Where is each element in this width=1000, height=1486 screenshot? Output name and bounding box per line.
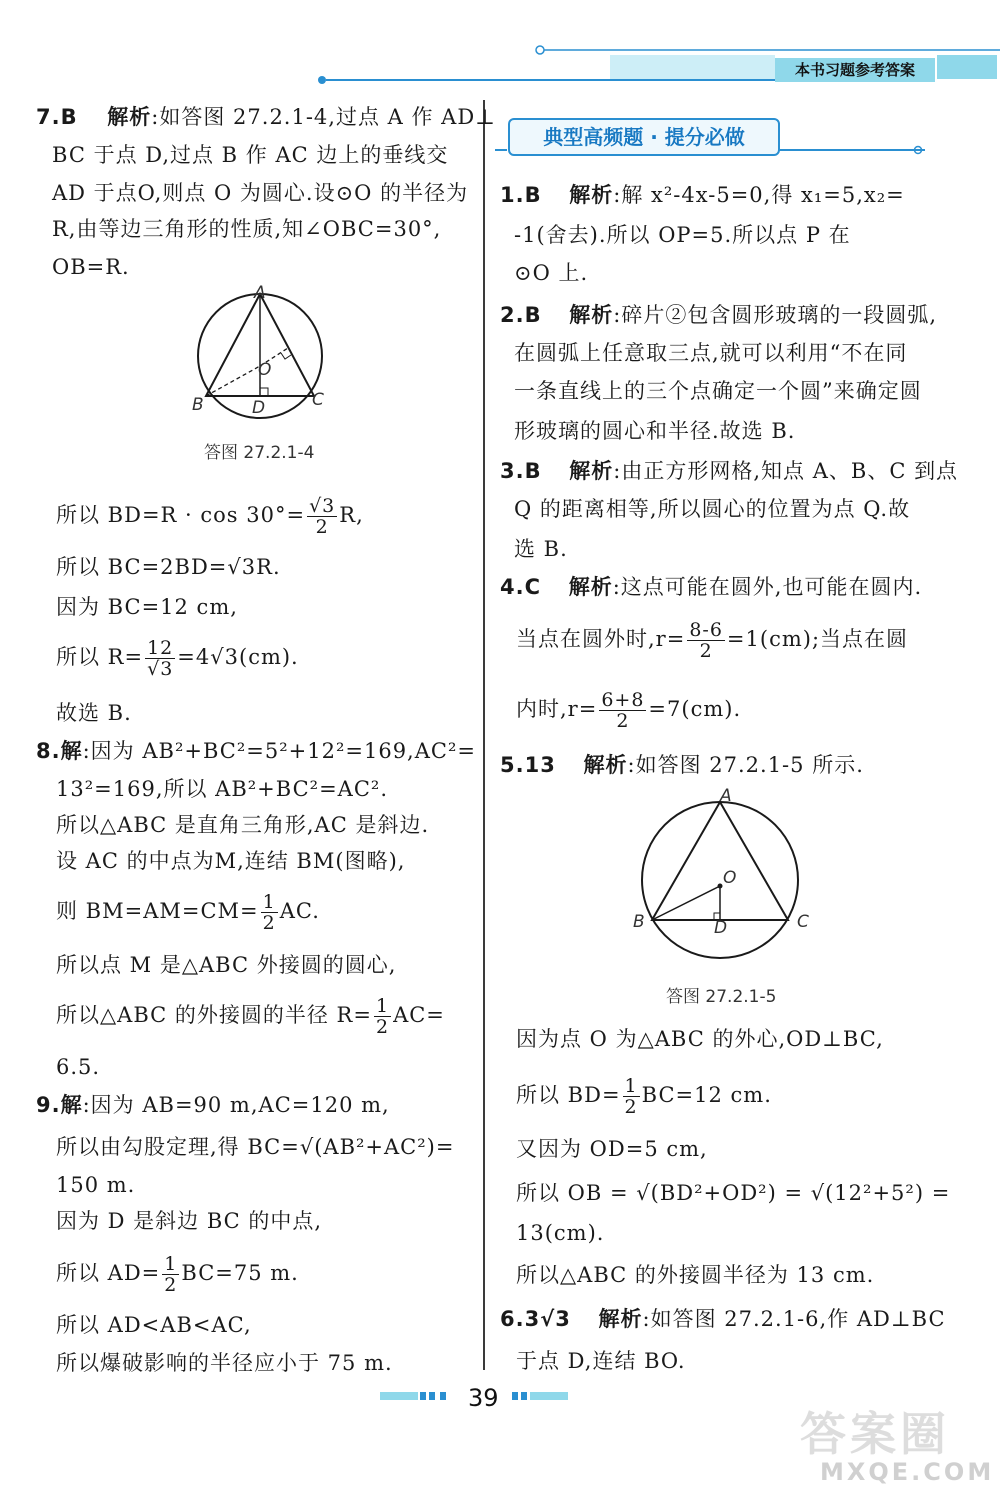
r1-line3: ⊙O 上. <box>514 261 589 285</box>
r3-line3: 选 B. <box>514 537 568 561</box>
right-angle-mark-ac <box>281 353 291 359</box>
q7-head: 7.B <box>36 105 78 129</box>
q7-s2: 所以 BC=2BD=√3R. <box>56 555 281 579</box>
r6-head: 6.3√3 <box>500 1307 571 1331</box>
r4-l2-num: 8-6 <box>689 619 723 641</box>
q7-line2: BC 于点 D,过点 B 作 AC 边上的垂线交 <box>52 143 449 167</box>
r5-s2-pre: 所以 BD= <box>516 1083 621 1107</box>
q9-line4: 因为 D 是斜边 BC 的中点, <box>56 1209 323 1233</box>
q7-s1-post: R, <box>339 503 364 527</box>
q7-line1: :如答图 27.2.1-4,过点 A 作 AD⊥ <box>151 105 496 129</box>
header-decoration <box>0 0 1000 100</box>
r3-head: 3.B <box>500 459 542 483</box>
r2-head: 2.B <box>500 303 542 327</box>
q7-s5: 故选 B. <box>56 701 132 725</box>
r4-l3-den: 2 <box>616 710 630 732</box>
r2-line1: :碎片②包含圆形玻璃的一段圆弧, <box>613 303 938 327</box>
fig2-label-o: O <box>723 868 737 888</box>
q7-s4-den: √3 <box>147 658 174 680</box>
q8-head: 8.解 <box>36 739 83 763</box>
r4-head: 4.C <box>500 575 542 599</box>
r3-line2: Q 的距离相等,所以圆心的位置为点 Q.故 <box>514 497 911 521</box>
r6-line1: :如答图 27.2.1-6,作 AD⊥BC <box>642 1307 946 1331</box>
q9-l5-num: 1 <box>164 1253 178 1275</box>
r1-line1: :解 x²-4x-5=0,得 x₁=5,x₂= <box>613 183 905 207</box>
q9-line1: :因为 AB=90 m,AC=120 m, <box>82 1093 390 1117</box>
fig2-label-a: A <box>720 786 732 806</box>
fraction <box>145 638 175 679</box>
q7-s3: 因为 BC=12 cm, <box>56 595 238 619</box>
r5-s6: 所以△ABC 的外接圆半径为 13 cm. <box>516 1263 875 1287</box>
q8-l7-den: 2 <box>375 1016 390 1038</box>
r1-head: 1.B <box>500 183 542 207</box>
r1-tag: 解析 <box>569 183 614 207</box>
q9-l5-den: 2 <box>164 1274 178 1296</box>
r2-line3: 一条直线上的三个点确定一个圆”来确定圆 <box>514 379 922 403</box>
r3-line1: :由正方形网格,知点 A、B、C 到点 <box>613 459 959 483</box>
r4-l2-post: =1(cm);当点在圆 <box>726 627 909 651</box>
r5-s2-num: 1 <box>624 1075 638 1097</box>
q9-l5-post: BC=75 m. <box>181 1261 299 1285</box>
center-point <box>718 884 723 889</box>
watermark-logo: 答案圈 <box>800 1407 950 1461</box>
r3-tag: 解析 <box>569 459 614 483</box>
q8-l5-post: AC. <box>279 899 320 923</box>
q7-line4: R,由等边三角形的性质,知∠OBC=30°, <box>52 217 442 241</box>
q7-s1-pre: 所以 BD=R · cos 30°= <box>56 503 306 527</box>
fig2-caption: 答图 27.2.1-5 <box>666 987 777 1007</box>
watermark-url: MXQE.COM <box>820 1458 995 1486</box>
r2-line2: 在圆弧上任意取三点,就可以利用“不在同 <box>514 341 908 365</box>
page-number: 39 <box>468 1384 499 1412</box>
q8-l7-num: 1 <box>375 995 390 1017</box>
q8-line4: 设 AC 的中点为M,连结 BM(图略), <box>56 849 406 873</box>
q7-line5: OB=R. <box>52 255 130 279</box>
r5-line1: :如答图 27.2.1-5 所示. <box>627 753 864 777</box>
header-label: 本书习题参考答案 <box>775 58 935 82</box>
fraction <box>374 996 391 1037</box>
r5-tag: 解析 <box>583 753 628 777</box>
r2-line4: 形玻璃的圆心和半径.故选 B. <box>514 419 796 443</box>
q8-line8: 6.5. <box>56 1055 101 1079</box>
q8-l5-num: 1 <box>262 891 276 913</box>
q9-line7: 所以爆破影响的半径应小于 75 m. <box>56 1351 393 1375</box>
q9-line3: 150 m. <box>56 1173 136 1197</box>
r5-head: 5.13 <box>500 753 556 777</box>
r6-line2: 于点 D,连结 BO. <box>516 1349 686 1373</box>
fig2-label-d: D <box>714 918 728 938</box>
fig1-label-d: D <box>252 398 266 418</box>
section-title: 典型高频题 · 提分必做 <box>508 118 780 156</box>
q8-l7-pre: 所以△ABC 的外接圆的半径 R= <box>56 1003 372 1027</box>
fig1-label-a: A <box>254 283 266 303</box>
r1-line2: -1(舍去).所以 OP=5.所以点 P 在 <box>514 223 851 247</box>
fig2-label-b: B <box>633 912 645 932</box>
fraction <box>687 620 725 661</box>
r5-s2-post: BC=12 cm. <box>641 1083 772 1107</box>
q9-l5-pre: 所以 AD= <box>56 1261 161 1285</box>
fig1-label-o: O <box>258 360 272 380</box>
figure-27-2-1-5 <box>630 790 810 970</box>
q7-s1-num: √3 <box>309 495 336 517</box>
r4-tag: 解析 <box>568 575 613 599</box>
fraction <box>261 892 278 933</box>
q8-line3: 所以△ABC 是直角三角形,AC 是斜边. <box>56 813 430 837</box>
fraction <box>162 1254 179 1295</box>
fig1-caption: 答图 27.2.1-4 <box>204 443 315 463</box>
r5-s2-den: 2 <box>624 1096 638 1118</box>
fraction <box>623 1076 640 1117</box>
fraction <box>307 496 337 537</box>
r4-l2-den: 2 <box>699 640 713 662</box>
q8-line2: 13²=169,所以 AB²+BC²=AC². <box>56 777 389 801</box>
fraction <box>599 690 646 731</box>
fig1-label-c: C <box>312 390 324 410</box>
right-angle-mark-d <box>260 388 268 396</box>
q7-tag: 解析 <box>107 105 152 129</box>
q8-l5-pre: 则 BM=AM=CM= <box>56 899 259 923</box>
r5-s5: 13(cm). <box>516 1221 605 1245</box>
watermark <box>800 1398 994 1486</box>
q9-line2: 所以由勾股定理,得 BC=√(AB²+AC²)= <box>56 1135 455 1159</box>
q8-line1: :因为 AB²+BC²=5²+12²=169,AC²= <box>82 739 476 763</box>
q7-s4-post: =4√3(cm). <box>177 645 299 669</box>
q8-l5-den: 2 <box>262 912 276 934</box>
r5-s1: 因为点 O 为△ABC 的外心,OD⊥BC, <box>516 1027 884 1051</box>
r4-l3-post: =7(cm). <box>648 697 742 721</box>
q7-line3: AD 于点O,则点 O 为圆心.设⊙O 的半径为 <box>52 181 469 205</box>
r4-line1: :这点可能在圆外,也可能在圆内. <box>612 575 923 599</box>
fig1-label-b: B <box>192 395 204 415</box>
q8-l7-post: AC= <box>393 1003 445 1027</box>
r5-s4: 所以 OB = √(BD²+OD²) = √(12²+5²) = <box>516 1181 951 1205</box>
r2-tag: 解析 <box>569 303 614 327</box>
r4-l2-pre: 当点在圆外时,r= <box>516 627 686 651</box>
r4-l3-pre: 内时,r= <box>516 697 598 721</box>
fig2-label-c: C <box>797 912 809 932</box>
r4-l3-num: 6+8 <box>601 689 645 711</box>
q7-s1-den: 2 <box>315 516 329 538</box>
q9-line6: 所以 AD<AB<AC, <box>56 1313 252 1337</box>
q9-head: 9.解 <box>36 1093 83 1117</box>
q7-s4-pre: 所以 R= <box>56 645 144 669</box>
r5-s3: 又因为 OD=5 cm, <box>516 1137 708 1161</box>
r6-tag: 解析 <box>598 1307 643 1331</box>
column-divider <box>483 100 485 1370</box>
q8-line6: 所以点 M 是△ABC 外接圆的圆心, <box>56 953 397 977</box>
q7-s4-num: 12 <box>145 638 175 659</box>
